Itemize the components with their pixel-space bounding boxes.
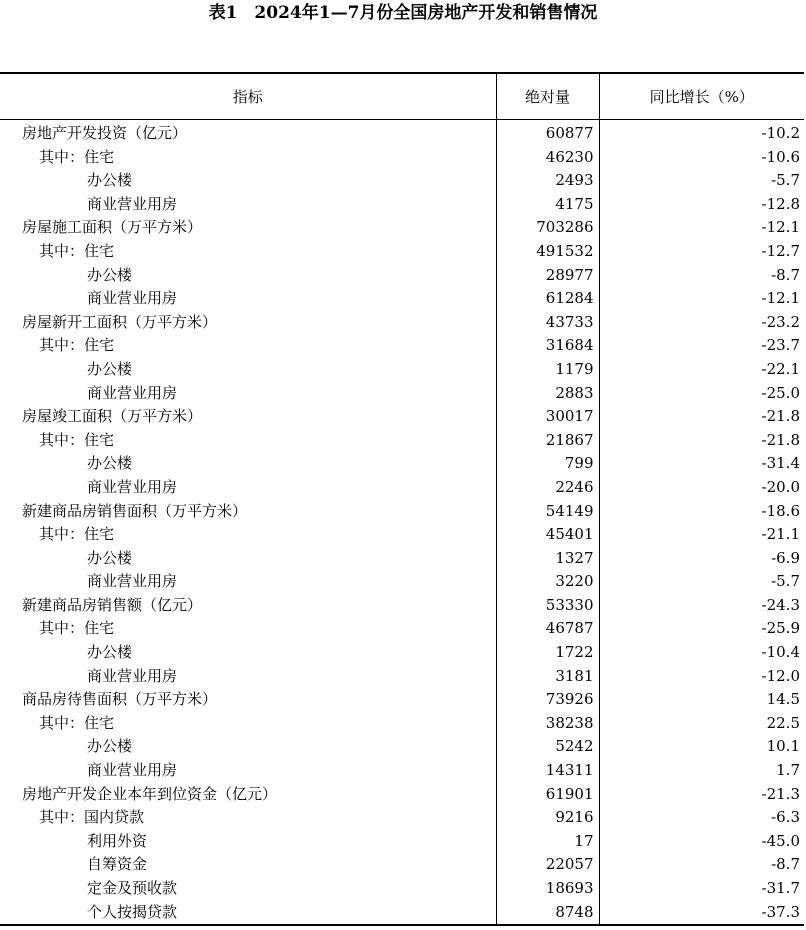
row-growth: -5.7 [599,169,804,193]
row-value: 2493 [496,169,599,193]
table-row [0,665,804,689]
row-label: 办公楼 [87,265,133,284]
row-growth: 10.1 [599,735,804,759]
table-row [0,146,804,170]
row-value: 46230 [496,146,599,170]
row-label: 其中：住宅 [39,713,115,732]
row-growth: -12.7 [599,240,804,264]
statistics-table [0,72,804,926]
row-value: 61284 [496,287,599,311]
table-row [0,688,804,712]
table-row [0,216,804,240]
table-row [0,570,804,594]
row-value: 31684 [496,334,599,358]
row-value: 46787 [496,617,599,641]
row-growth: -8.7 [599,853,804,877]
table-row [0,405,804,429]
row-label: 商业营业用房 [87,572,178,591]
row-value: 38238 [496,712,599,736]
row-value: 1722 [496,641,599,665]
table-row [0,853,804,877]
row-value: 8748 [496,901,599,926]
row-label: 办公楼 [87,548,133,567]
row-growth: -10.6 [599,146,804,170]
table-row [0,617,804,641]
row-value: 14311 [496,759,599,783]
header-indicator: 指标 [0,73,496,120]
row-value: 799 [496,452,599,476]
row-value: 491532 [496,240,599,264]
table-row [0,783,804,807]
table-body [0,120,804,926]
row-label: 其中：国内贷款 [39,808,145,827]
row-value: 18693 [496,877,599,901]
row-label: 办公楼 [87,359,133,378]
row-growth: -21.1 [599,523,804,547]
table-row [0,523,804,547]
row-label: 个人按揭贷款 [87,902,178,921]
row-growth: -18.6 [599,500,804,524]
row-label: 办公楼 [87,171,133,190]
row-growth: -12.1 [599,216,804,240]
table-row [0,901,804,926]
row-label: 其中：住宅 [39,241,115,260]
table-row [0,264,804,288]
table-row [0,429,804,453]
row-growth: -25.0 [599,382,804,406]
table-row [0,120,804,146]
table-header-row [0,73,804,120]
table-row [0,382,804,406]
table-title: 表1 2024年1—7月份全国房地产开发和销售情况 [208,3,598,23]
row-label: 自筹资金 [87,855,148,874]
row-value: 73926 [496,688,599,712]
table-row [0,240,804,264]
table-row [0,452,804,476]
row-growth: -23.2 [599,311,804,335]
table-row [0,830,804,854]
row-growth: 14.5 [599,688,804,712]
table-row [0,476,804,500]
row-label: 利用外资 [87,831,148,850]
row-growth: 1.7 [599,759,804,783]
row-value: 53330 [496,594,599,618]
row-value: 9216 [496,806,599,830]
row-value: 61901 [496,783,599,807]
row-value: 5242 [496,735,599,759]
row-label: 商业营业用房 [87,666,178,685]
table-row [0,311,804,335]
table-row [0,806,804,830]
table-row [0,193,804,217]
row-label: 其中：住宅 [39,336,115,355]
row-growth: -12.8 [599,193,804,217]
row-label: 房地产开发企业本年到位资金（亿元） [22,784,278,803]
row-value: 2246 [496,476,599,500]
row-value: 1327 [496,547,599,571]
row-growth: -45.0 [599,830,804,854]
row-label: 商业营业用房 [87,477,178,496]
row-growth: -23.7 [599,334,804,358]
table-row [0,641,804,665]
row-growth: -25.9 [599,617,804,641]
row-value: 17 [496,830,599,854]
table-row [0,547,804,571]
row-label: 商品房待售面积（万平方米） [22,690,218,709]
row-growth: -31.7 [599,877,804,901]
row-growth: -21.8 [599,405,804,429]
row-value: 60877 [496,120,599,146]
row-label: 房地产开发投资（亿元） [22,124,188,142]
table-row [0,594,804,618]
row-growth: -37.3 [599,901,804,926]
header-yoy-growth: 同比增长（%） [599,73,804,120]
row-value: 43733 [496,311,599,335]
row-growth: -22.1 [599,358,804,382]
row-growth: -10.4 [599,641,804,665]
row-growth: -12.1 [599,287,804,311]
table-row [0,712,804,736]
row-value: 4175 [496,193,599,217]
table-row [0,500,804,524]
row-value: 28977 [496,264,599,288]
row-label: 商业营业用房 [87,289,178,308]
table-row [0,759,804,783]
row-growth: -6.9 [599,547,804,571]
table-row [0,358,804,382]
row-label: 房屋新开工面积（万平方米） [22,312,218,331]
table-row [0,287,804,311]
row-label: 办公楼 [87,454,133,473]
row-label: 办公楼 [87,643,133,662]
header-absolute-value: 绝对量 [496,73,599,120]
row-value: 3220 [496,570,599,594]
row-growth: -31.4 [599,452,804,476]
row-label: 商业营业用房 [87,194,178,213]
table-row [0,169,804,193]
row-label: 定金及预收款 [87,879,178,897]
row-label: 商业营业用房 [87,761,178,780]
row-value: 2883 [496,382,599,406]
row-label: 其中：住宅 [39,525,115,544]
row-value: 1179 [496,358,599,382]
row-growth: -8.7 [599,264,804,288]
row-label: 其中：住宅 [39,430,115,449]
row-growth: -6.3 [599,806,804,830]
row-label: 办公楼 [87,737,133,756]
row-growth: -20.0 [599,476,804,500]
row-growth: -12.0 [599,665,804,689]
table-row [0,877,804,901]
row-growth: 22.5 [599,712,804,736]
row-label: 其中：住宅 [39,147,115,166]
row-growth: -21.3 [599,783,804,807]
row-value: 21867 [496,429,599,453]
table-row [0,735,804,759]
row-value: 3181 [496,665,599,689]
row-label: 新建商品房销售面积（万平方米） [22,501,248,520]
row-label: 商业营业用房 [87,383,178,402]
row-growth: -24.3 [599,594,804,618]
row-value: 45401 [496,523,599,547]
row-label: 其中：住宅 [39,619,115,638]
row-growth: -10.2 [599,120,804,146]
row-value: 30017 [496,405,599,429]
row-label: 房屋施工面积（万平方米） [22,218,203,237]
table-row [0,334,804,358]
row-growth: -21.8 [599,429,804,453]
row-value: 703286 [496,216,599,240]
row-label: 新建商品房销售额（亿元） [22,595,203,614]
row-label: 房屋竣工面积（万平方米） [22,407,203,426]
row-value: 54149 [496,500,599,524]
row-value: 22057 [496,853,599,877]
row-growth: -5.7 [599,570,804,594]
